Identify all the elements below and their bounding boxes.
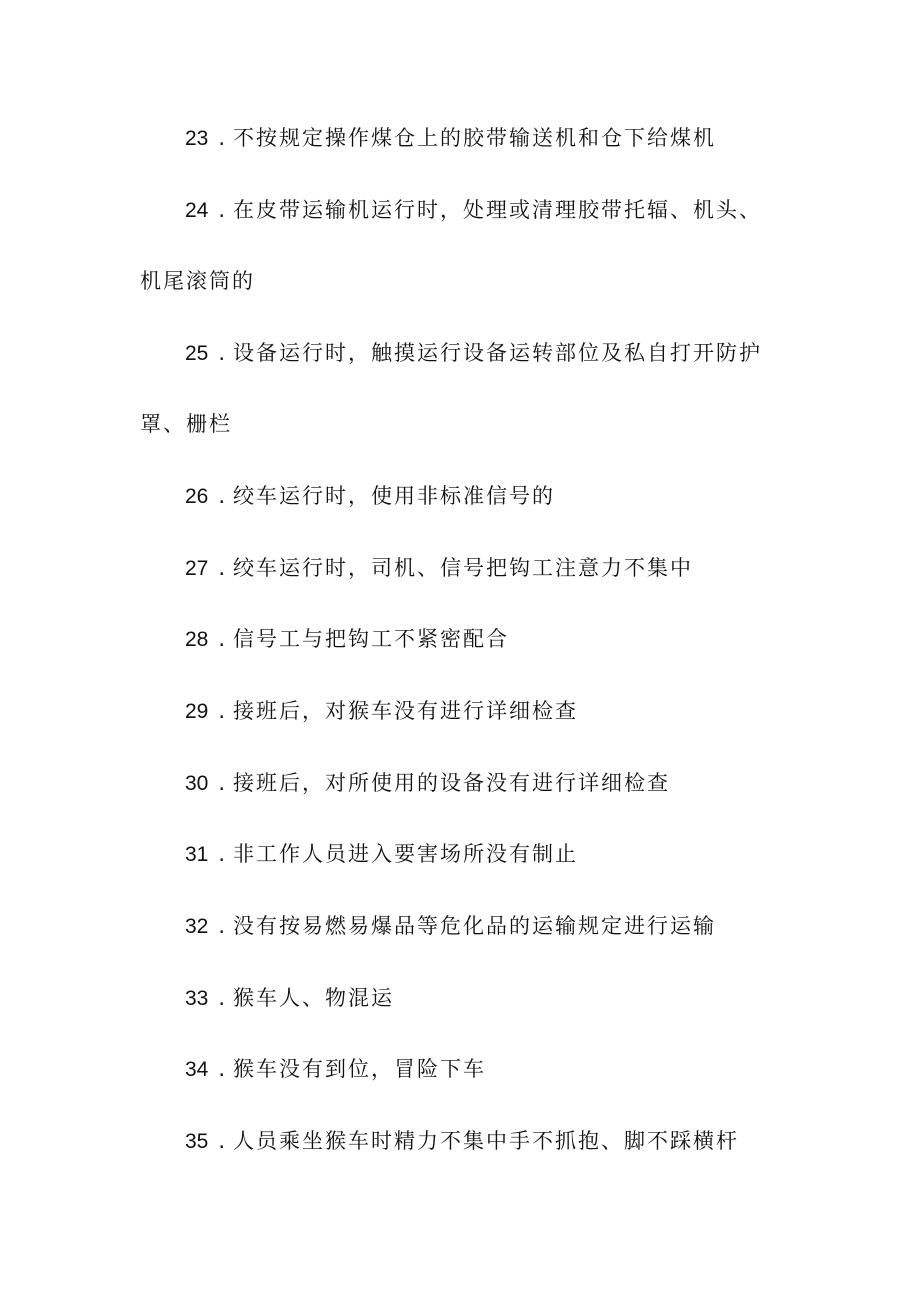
item-separator: . — [218, 699, 228, 723]
item-number: 25 — [185, 342, 209, 365]
item-number: 29 — [185, 700, 209, 723]
item-separator: . — [218, 1057, 228, 1081]
item-number: 33 — [185, 987, 209, 1010]
item-separator: . — [218, 842, 228, 866]
list-item-30 — [185, 769, 835, 798]
item-number: 34 — [185, 1058, 209, 1081]
item-number: 31 — [185, 843, 209, 866]
list-item-26 — [185, 482, 835, 511]
item-separator: . — [218, 341, 228, 365]
item-separator: . — [218, 556, 228, 580]
item-text: 信号工与把钩工不紧密配合 — [233, 627, 510, 651]
list-item-25 — [185, 339, 835, 368]
item-text: 猴车人、物混运 — [233, 986, 395, 1010]
item-number: 35 — [185, 1130, 209, 1153]
item-text: 猴车没有到位，冒险下车 — [233, 1057, 487, 1081]
item-separator: . — [218, 771, 228, 795]
item-text: 在皮带运输机运行时，处理或清理胶带托辐、机头、 — [233, 198, 763, 222]
item-text: 绞车运行时，司机、信号把钩工注意力不集中 — [233, 556, 694, 580]
list-item-24-continuation: 机尾滚筒的 — [140, 269, 255, 293]
list-item-24 — [185, 196, 835, 225]
item-text: 设备运行时，触摸运行设备运转部位及私自打开防护 — [233, 341, 763, 365]
item-text: 绞车运行时，使用非标准信号的 — [233, 484, 556, 508]
item-text: 没有按易燃易爆品等危化品的运输规定进行运输 — [233, 914, 717, 938]
item-number: 30 — [185, 772, 209, 795]
item-separator: . — [218, 627, 228, 651]
item-separator: . — [218, 126, 228, 150]
item-text: 人员乘坐猴车时精力不集中手不抓抱、脚不踩横杆 — [233, 1129, 740, 1153]
item-separator: . — [218, 986, 228, 1010]
list-item-34 — [185, 1055, 835, 1084]
list-item-33 — [185, 984, 835, 1013]
item-separator: . — [218, 1129, 228, 1153]
item-number: 27 — [185, 557, 209, 580]
item-separator: . — [218, 914, 228, 938]
item-text: 接班后，对所使用的设备没有进行详细检查 — [233, 771, 671, 795]
item-number: 23 — [185, 127, 209, 150]
item-number: 24 — [185, 199, 209, 222]
list-item-23 — [185, 124, 835, 153]
list-item-27 — [185, 554, 835, 583]
item-separator: . — [218, 198, 228, 222]
item-text: 不按规定操作煤仓上的胶带输送机和仓下给煤机 — [233, 126, 717, 150]
list-item-25-continuation: 罩、栅栏 — [140, 412, 232, 436]
item-separator: . — [218, 484, 228, 508]
list-item-28 — [185, 625, 835, 654]
item-text: 接班后，对猴车没有进行详细检查 — [233, 699, 579, 723]
item-number: 32 — [185, 915, 209, 938]
list-item-31 — [185, 840, 835, 869]
item-text: 非工作人员进入要害场所没有制止 — [233, 842, 579, 866]
list-item-32 — [185, 912, 835, 941]
item-number: 28 — [185, 628, 209, 651]
item-number: 26 — [185, 485, 209, 508]
list-item-35 — [185, 1127, 835, 1156]
list-item-29 — [185, 697, 835, 726]
